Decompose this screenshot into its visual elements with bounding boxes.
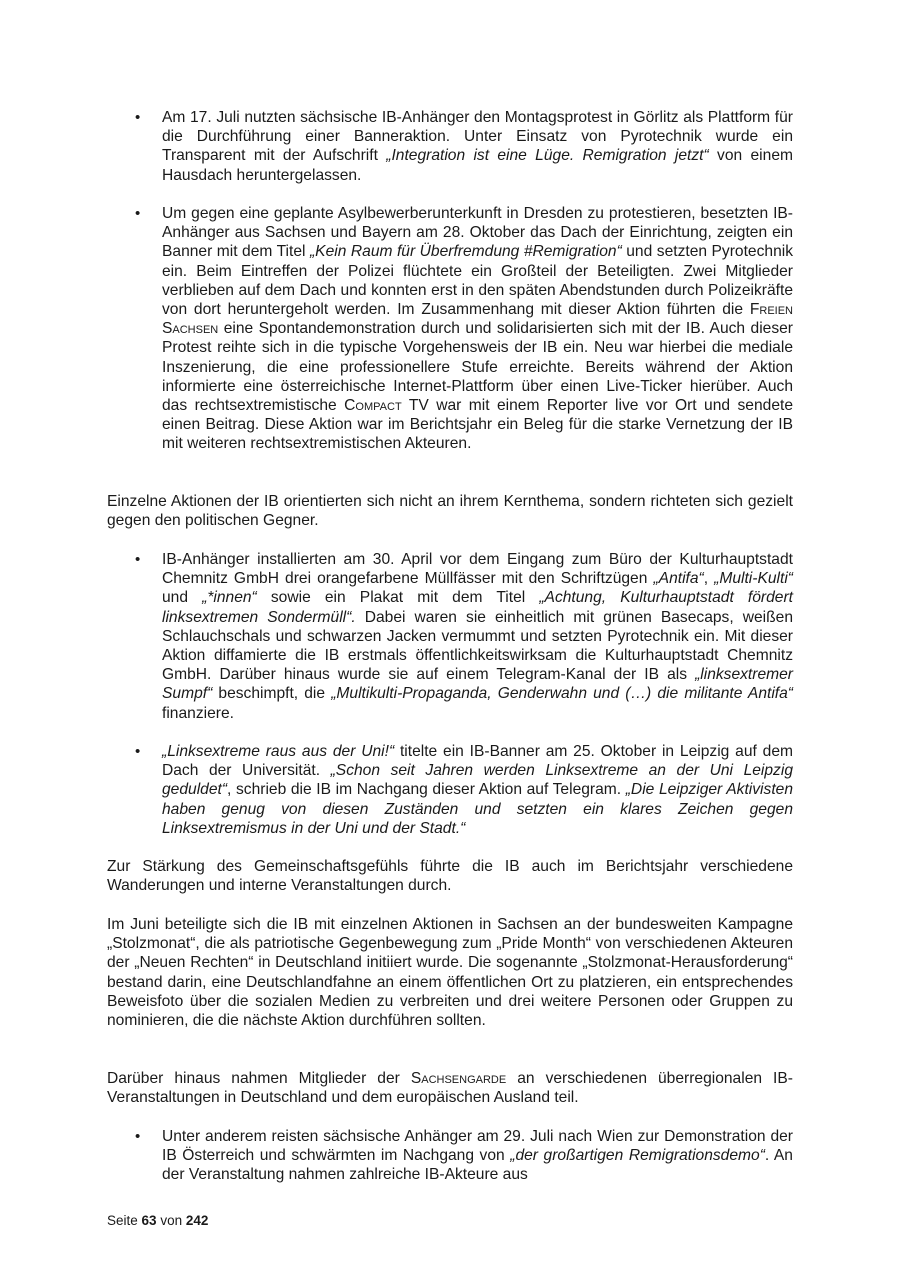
list-item (135, 742, 793, 838)
list-item-text: Um gegen eine geplante Asylbewerberunterkunft in Dresden zu protestieren, besetzten IB-Anhänger aus Sachsen und Bayern am 28. Oktober das Dach der Einrichtung, zeigten ein Banner mit dem Titel „Kein Raum für Überfremdung #Remigration“ und setzten Pyrotechnik ein. Beim Eintreffen der Polizei flüchtete ein Großteil der Beteiligten. Zwei Mitglieder verblieben auf dem Dach und konnten erst in den späten Abendstunden durch Polizeikräfte von dort heruntergeholt werden. Im Zusammenhang mit dieser Aktion führten die Freien Sachsen eine Spontandemonstration durch und solidarisierten sich mit der IB. Auch dieser Protest reihte sich in die typische Vorgehensweis der IB ein. Neu war hierbei die mediale Inszenierung, die eine professionellere Stufe erreichte. Bereits während der Aktion informierte eine österreichische Internet-Plattform über einen Live-Ticker hierüber. Auch das rechtsextremistische Compact TV war mit einem Reporter live vor Ort und sendete einen Beitrag. Diese Aktion war im Berichtsjahr ein Beleg für die starke Vernetzung der IB mit weiteren rechtsextremistischen Akteuren. (162, 205, 794, 453)
bullet-marker: • (135, 1128, 141, 1145)
bullet-marker: • (135, 205, 141, 222)
list-item (135, 204, 794, 454)
list-item (135, 550, 794, 723)
page-footer: Seite 63 von 242 (107, 1213, 209, 1228)
organization-name: Sachsengarde (410, 1070, 507, 1087)
body-paragraph: Darüber hinaus nahmen Mitglieder der Sachsengarde an verschiedenen überregionalen IB-Veranstaltungen in Deutschland und dem europäischen Ausland teil. (107, 1070, 793, 1107)
body-paragraph: Einzelne Aktionen der IB orientierten sich nicht an ihrem Kernthema, sondern richteten sich gezielt gegen den politischen Gegner. (107, 493, 793, 530)
list-item (135, 108, 793, 185)
list-item-text: Unter anderem reisten sächsische Anhänger am 29. Juli nach Wien zur Demonstration der IB Österreich und schwärmten im Nachgang von „der großartigen Remigrationsdemo“. An der Veranstaltung nahmen zahlreiche IB-Akteure aus (162, 1128, 793, 1184)
body-paragraph: Im Juni beteiligte sich die IB mit einzelnen Aktionen in Sachsen an der bundesweiten Kampagne „Stolzmonat“, die als patriotische Gegenbewegung zum „Pride Month“ von verschiedenen Akteuren der „Neuen Rechten“ in Deutschland initiiert wurde. Die sogenannte „Stolzmonat-Herausforderung“ bestand darin, eine Deutschlandfahne an einem öffentlichen Ort zu platzieren, ein entsprechendes Beweisfoto über die sozialen Medien zu verbreiten und drei weitere Personen oder Gruppen zu nominieren, die die nächste Aktion durchführen sollten. (107, 916, 793, 1030)
list-item-text: „Linksextreme raus aus der Uni!“ titelte ein IB-Banner am 25. Oktober in Leipzig auf dem Dach der Universität. „Schon seit Jahren werden Linksextreme an der Uni Leipzig geduldet“, schrieb die IB im Nachgang dieser Aktion auf Telegram. „Die Leipziger Aktivisten haben genug von diesen Zuständen und setzten ein klares Zeichen gegen Linksextremismus in der Uni und der Stadt.“ (162, 743, 793, 837)
list-item (135, 1127, 793, 1185)
list-item-text: IB-Anhänger installierten am 30. April vor dem Eingang zum Büro der Kulturhauptstadt Chemnitz GmbH drei orangefarbene Müllfässer mit den Schriftzügen „Antifa“, „Multi-Kulti“ und „*innen“ sowie ein Plakat mit dem Titel „Achtung, Kulturhauptstadt fördert linksextremen Sondermüll“. Dabei waren sie einheitlich mit grünen Basecaps, weißen Schlauchschals und schwarzen Jacken vermummt und setzten Pyrotechnik ein. Mit dieser Aktion diffamierte die IB erstmals öffentlichkeitswirksam die Kulturhauptstadt Chemnitz GmbH. Darüber hinaus wurde sie auf einem Telegram-Kanal der IB als „linksextremer Sumpf“ beschimpft, die „Multikulti-Propaganda, Genderwahn und (…) die militante Antifa“ finanziere. (162, 551, 794, 722)
body-paragraph: Zur Stärkung des Gemeinschaftsgefühls führte die IB auch im Berichtsjahr verschiedene Wanderungen und interne Veranstaltungen durch. (107, 858, 793, 895)
page-number: 63 (141, 1213, 157, 1228)
list-item-text: Am 17. Juli nutzten sächsische IB-Anhänger den Montagsprotest in Görlitz als Plattform für die Durchführung einer Banneraktion. Unter Einsatz von Pyrotechnik wurde ein Transparent mit der Aufschrift „Integration ist eine Lüge. Remigration jetzt“ von einem Hausdach heruntergelassen. (162, 109, 793, 184)
organization-name: Freien Sachsen (162, 301, 793, 338)
bullet-marker: • (135, 551, 141, 568)
bullet-marker: • (135, 109, 141, 126)
bullet-marker: • (135, 743, 141, 760)
organization-name: Compact (344, 397, 402, 415)
page-total: 242 (185, 1213, 209, 1228)
